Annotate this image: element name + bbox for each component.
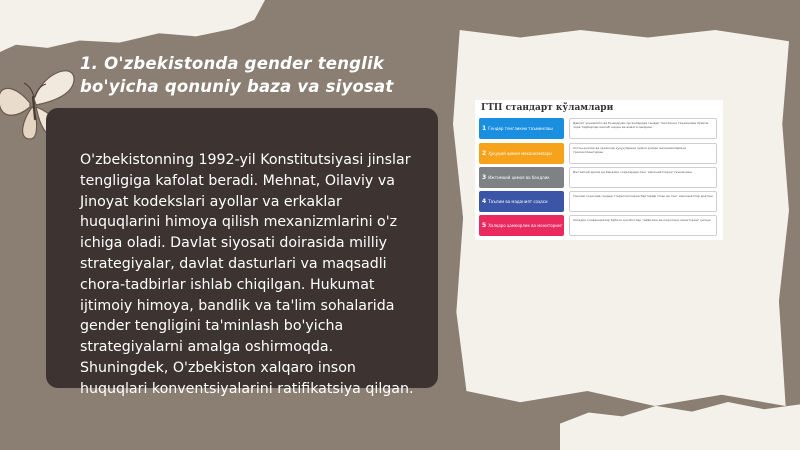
standards-row: [479, 191, 719, 212]
standard-label: Гендер тенгликни таъминлаш: [488, 126, 553, 131]
standard-description: Ижтимоий ҳимоя ва бандлик соҳаларида тенг имкониятларни таъминлаш: [569, 167, 717, 188]
standard-label: Халқаро ҳамкорлик ва мониторинг: [488, 223, 563, 228]
standard-badge: [479, 215, 564, 236]
standard-label: Ижтимоий ҳимоя ва бандлик: [488, 175, 550, 180]
standard-badge: [479, 143, 564, 164]
standard-number: 5: [482, 222, 487, 229]
standard-badge: [479, 167, 564, 188]
body-text: O'zbekistonning 1992-yil Konstitutsiyasi jinslar tengligiga kafolat beradi. Mehnat, Oilaviy va Jinoyat kodekslari ayollar va erkaklar huquqlarini himoya qilish mexanizmlarini o'z ichiga oladi. Davlat siyosati doirasida milliy strategiyalar, davlat dasturlari va maqsadli chora-tadbirlar ishlab chiqilgan. Hukumat ijtimoiy himoya, bandlik va ta'lim sohalarida gender tengligini ta'minlash bo'yicha strategiyalarni amalga oshirmoqda. Shuningdek, O'zbekiston xalqaro inson huquqlari konventsiyalarini ratifikatsiya qilgan.: [80, 152, 414, 397]
standard-badge: [479, 118, 564, 139]
standard-badge: [479, 191, 564, 212]
standards-row: [479, 118, 719, 139]
slide-title: 1. O'zbekistonda gender tenglik bo'yicha qonuniy baza va siyosat: [80, 54, 394, 96]
standards-row: [479, 143, 719, 164]
torn-paper-top-left: [0, 0, 265, 52]
standard-description: Халқаро конвенциялар бўйича ҳисоботлар тайёрлаш ва ижросини мониторинг қилиш: [569, 215, 717, 236]
standard-label: Ҳуқуқий ҳимоя механизмлари: [488, 151, 552, 156]
standards-row: [479, 215, 719, 236]
standards-card-title: ГТП стандарт кўламлари: [481, 103, 614, 113]
standard-description: Хотин-қизлар ва эркаклар ҳуқуқларини ҳимоя қилиш механизмларини такомиллаштириш: [569, 143, 717, 164]
standard-number: 3: [482, 174, 487, 181]
standards-row: [479, 167, 719, 188]
standard-number: 2: [482, 150, 487, 157]
torn-paper-bottom-right: [560, 402, 800, 450]
standard-number: 4: [482, 198, 487, 205]
standard-description: Давлат ҳокимияти ва бошқаруви органларида гендер тенгликни таъминлаш бўйича чора-тадбирлар ишлаб чиқиш ва амалга ошириш: [569, 118, 717, 139]
standards-card-image: [475, 100, 723, 240]
standard-label: Таълим ва маданият соҳаси: [488, 199, 548, 204]
standard-number: 1: [482, 125, 487, 132]
standard-description: Таълим соҳасида гендер стереотипларни бартараф этиш ва тенг имкониятлар яратиш: [569, 191, 717, 212]
